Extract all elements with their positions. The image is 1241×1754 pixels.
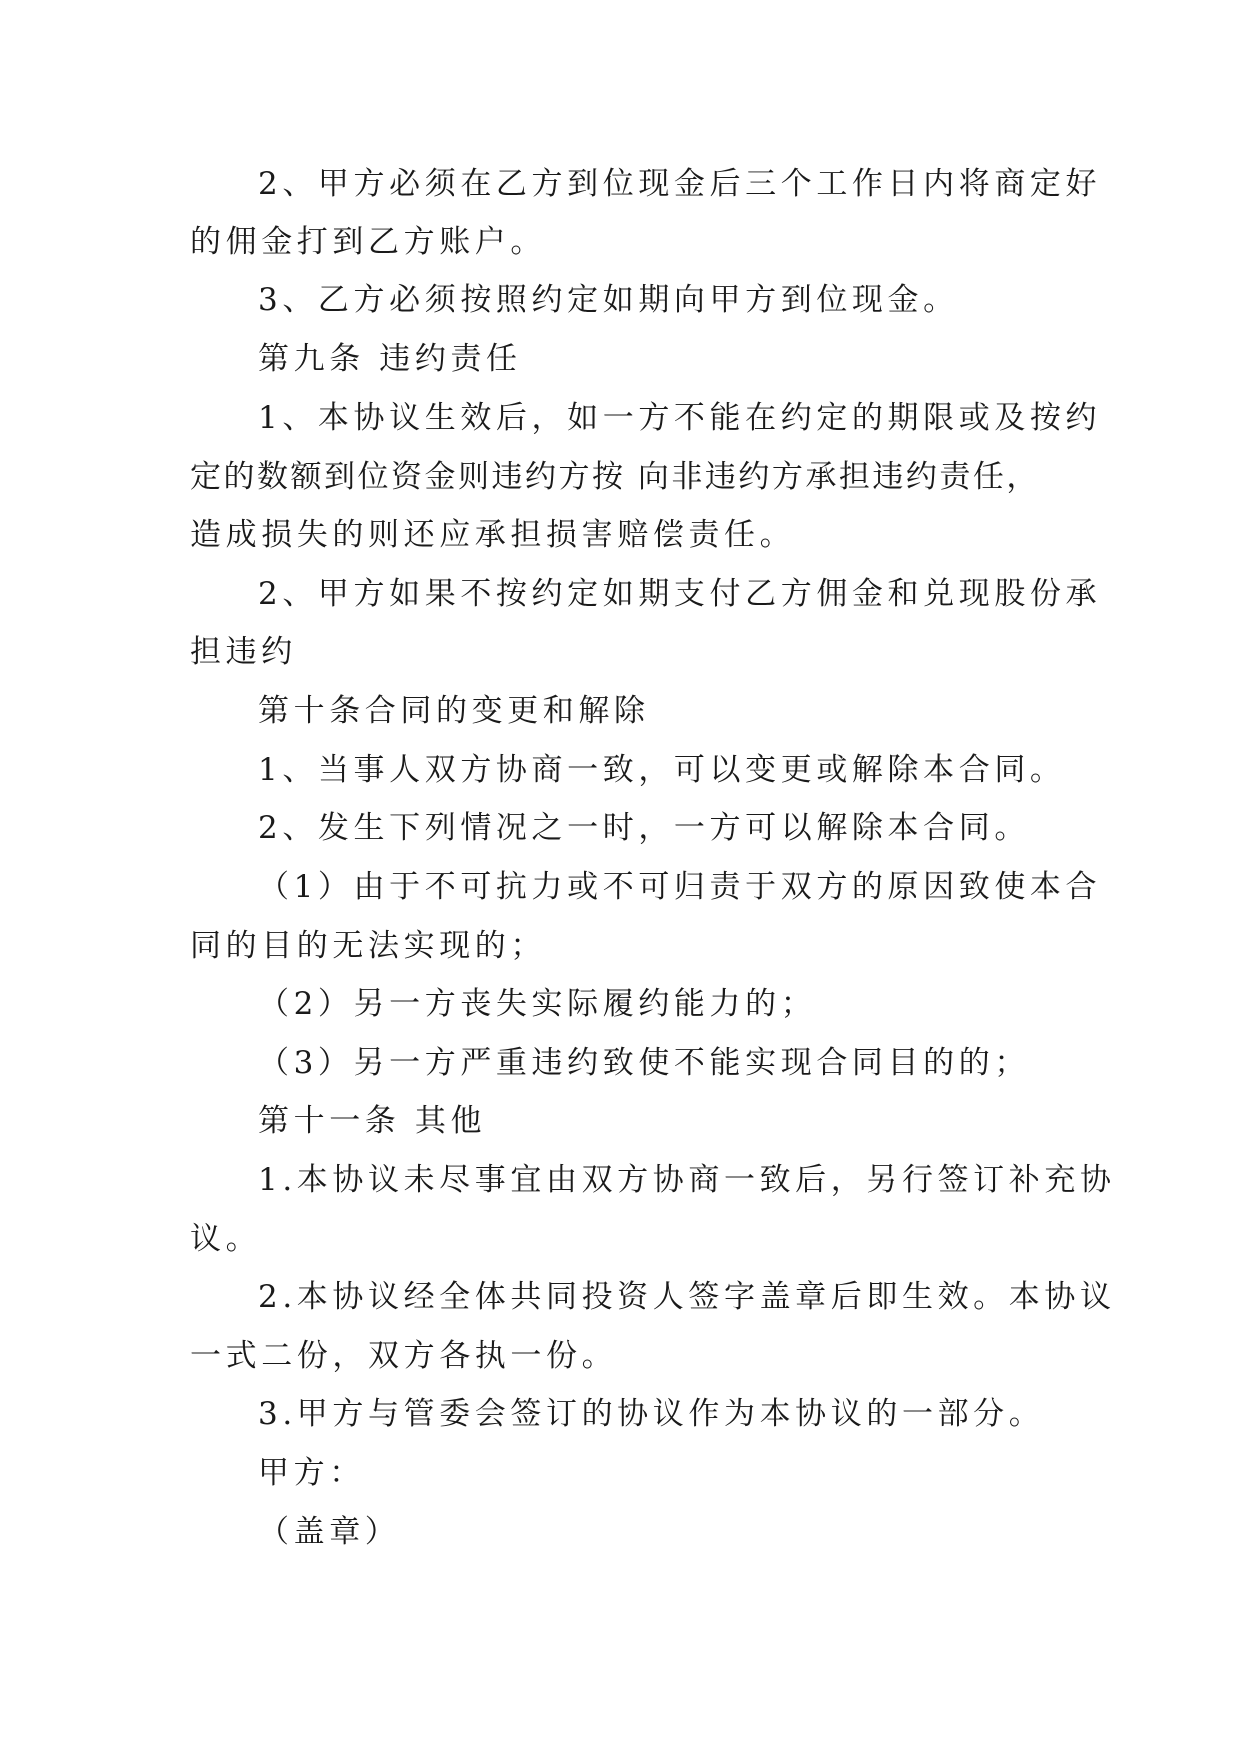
clause-9-item-2-line-2: 担违约 [190,634,297,670]
clause-11-heading: 第十一条 其他 [258,1103,487,1139]
clause-10-item-1: 1、当事人双方协商一致，可以变更或解除本合同。 [258,752,1066,788]
clause-8-item-2-line-2: 的佣金打到乙方账户。 [190,224,546,260]
clause-10-item-2: 2、发生下列情况之一时，一方可以解除本合同。 [258,810,1030,846]
clause-10-sub-1-line-1: （1）由于不可抗力或不可归责于双方的原因致使本合 [258,869,1102,905]
clause-11-item-1-line-2: 议。 [190,1221,262,1257]
clause-8-item-3: 3、乙方必须按照约定如期向甲方到位现金。 [258,282,959,318]
clause-11-item-3: 3.甲方与管委会签订的协议作为本协议的一部分。 [258,1396,1045,1432]
clause-9-item-1-line-2: 定的数额到位资金则违约方按 向非违约方承担违约责任， [190,459,1040,495]
clause-11-item-1-line-1: 1.本协议未尽事宜由双方协商一致后，另行签订补充协 [258,1162,1116,1198]
clause-8-item-2-line-1: 2、甲方必须在乙方到位现金后三个工作日内将商定好 [258,166,1102,202]
clause-11-item-2-line-1: 2.本协议经全体共同投资人签字盖章后即生效。本协议 [258,1279,1116,1315]
clause-10-sub-1-line-2: 同的目的无法实现的； [190,928,546,964]
clause-9-item-1-line-3: 造成损失的则还应承担损害赔偿责任。 [190,517,796,553]
clause-11-item-2-line-2: 一式二份，双方各执一份。 [190,1338,618,1374]
seal-label: （盖章） [258,1514,401,1550]
clause-9-item-2-line-1: 2、甲方如果不按约定如期支付乙方佣金和兑现股份承 [258,576,1102,612]
clause-9-heading: 第九条 违约责任 [258,341,522,377]
clause-10-sub-2: （2）另一方丧失实际履约能力的； [258,986,817,1022]
clause-10-heading: 第十条合同的变更和解除 [258,693,650,729]
party-a-label: 甲方： [258,1455,365,1491]
clause-10-sub-3: （3）另一方严重违约致使不能实现合同目的的； [258,1045,1030,1081]
clause-9-item-1-line-1: 1、本协议生效后，如一方不能在约定的期限或及按约 [258,400,1102,436]
